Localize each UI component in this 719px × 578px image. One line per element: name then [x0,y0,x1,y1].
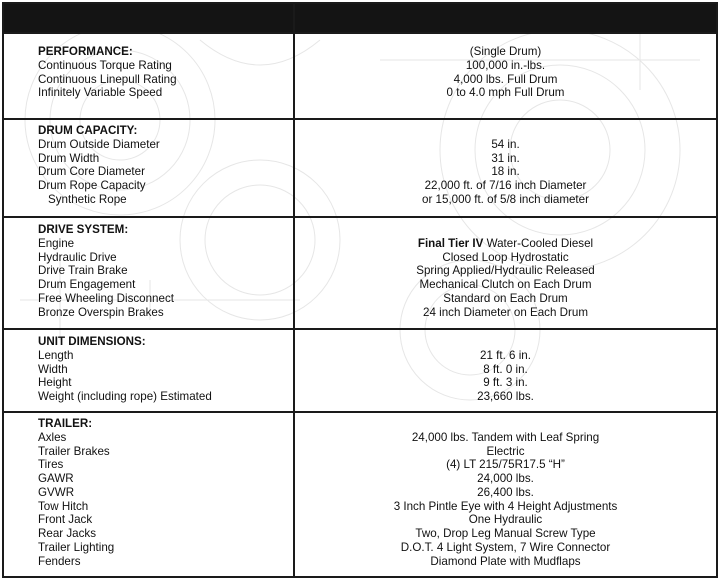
section-values-cell [294,33,717,119]
spec-value: One Hydraulic [468,513,543,527]
spec-value: 21 ft. 6 in. [480,348,531,362]
spec-value: Electric [486,444,525,458]
spec-value-bold: Final Tier IV [417,236,484,250]
spec-value: 23,660 lbs. [477,390,534,403]
value-spacer [295,223,716,237]
section-values-cell [294,217,717,329]
spec-value: 100,000 in.-lbs. [465,58,546,72]
table-header-row [3,3,717,33]
spec-label: Length [38,348,74,362]
spec-label: Drum Outside Diameter [38,137,160,151]
section-labels-cell [3,119,294,217]
spec-label: Synthetic Rope [48,192,127,206]
section-title: PERFORMANCE: [38,45,133,58]
spec-value: Mechanical Clutch on Each Drum [419,278,592,291]
spec-label: Tow Hitch [38,499,89,513]
spec-value: 54 in. [491,137,520,151]
section-values-cell [294,412,717,577]
value-spacer [295,335,716,349]
header-cell-left [3,3,294,33]
spec-value: D.O.T. 4 Light System, 7 Wire Connector [400,540,611,554]
spec-label: Hydraulic Drive [38,250,117,264]
section-title: UNIT DIMENSIONS: [38,335,146,348]
section-labels-cell [3,329,294,412]
spec-value: 4,000 lbs. Full Drum [453,72,558,86]
spec-value [295,237,716,251]
spec-label: Weight (including rope) Estimated [38,390,212,403]
spec-value: or 15,000 ft. of 5/8 inch diameter [422,192,589,206]
spec-label: Drive Train Brake [38,264,128,278]
header-cell-right [294,3,717,33]
spec-label: Rear Jacks [38,527,96,540]
spec-label: Drum Rope Capacity [38,179,146,192]
spec-value-text: Water-Cooled Diesel [483,236,594,250]
section-title: DRUM CAPACITY: [38,124,138,137]
spec-value: Two, Drop Leg Manual Screw Type [415,527,596,540]
spec-value: 24,000 lbs. [477,472,534,485]
spec-value: 8 ft. 0 in. [483,362,528,376]
spec-label: Engine [38,236,75,250]
spec-value: (4) LT 215/75R17.5 “H” [446,458,565,472]
spec-label: Axles [38,430,67,444]
spec-label: Continuous Linepull Rating [38,72,177,86]
spec-label: Height [38,376,72,390]
spec-label: GAWR [38,472,74,485]
spec-label: Tires [38,458,64,472]
spec-label: Drum Width [38,151,100,165]
spec-table [2,2,718,578]
spec-label: Width [38,362,68,376]
spec-value: 24 inch Diameter on Each Drum [423,305,588,319]
section-row [3,329,717,412]
spec-label: GVWR [38,485,75,499]
spec-label: Fenders [38,554,81,568]
spec-label: Front Jack [38,513,93,527]
section-row [3,217,717,329]
section-title: TRAILER: [38,417,93,430]
spec-value: Standard on Each Drum [443,291,568,305]
section-labels-cell [3,33,294,119]
spec-value: Closed Loop Hydrostatic [442,250,569,264]
spec-value: Spring Applied/Hydraulic Released [416,264,595,278]
spec-value: 9 ft. 3 in. [483,376,528,390]
section-row [3,412,717,577]
spec-value: 18 in. [491,165,520,179]
spec-label: Drum Engagement [38,278,136,291]
section-title: DRIVE SYSTEM: [38,223,129,236]
spec-label: Bronze Overspin Brakes [38,305,164,319]
spec-value: (Single Drum) [469,45,542,58]
spec-value: 26,400 lbs. [477,485,534,499]
spec-value: 3 Inch Pintle Eye with 4 Height Adjustments [393,499,618,513]
section-row [3,119,717,217]
value-spacer [295,417,716,431]
spec-label: Infinitely Variable Speed [38,86,163,100]
section-labels-cell [3,217,294,329]
spec-label: Free Wheeling Disconnect [38,291,174,305]
spec-label: Trailer Lighting [38,540,115,554]
spec-body [3,33,717,577]
spec-label: Drum Core Diameter [38,165,145,179]
section-values-cell [294,119,717,217]
spec-label: Continuous Torque Rating [38,58,172,72]
section-labels-cell [3,412,294,577]
spec-value: 22,000 ft. of 7/16 inch Diameter [424,179,587,192]
spec-value: 0 to 4.0 mph Full Drum [446,86,565,100]
spec-value: 31 in. [491,151,520,165]
section-values-cell [294,329,717,412]
spec-label: Trailer Brakes [38,444,110,458]
value-spacer [295,124,716,138]
spec-value: Diamond Plate with Mudflaps [430,554,581,568]
spec-value: 24,000 lbs. Tandem with Leaf Spring [411,430,600,444]
section-row [3,33,717,119]
